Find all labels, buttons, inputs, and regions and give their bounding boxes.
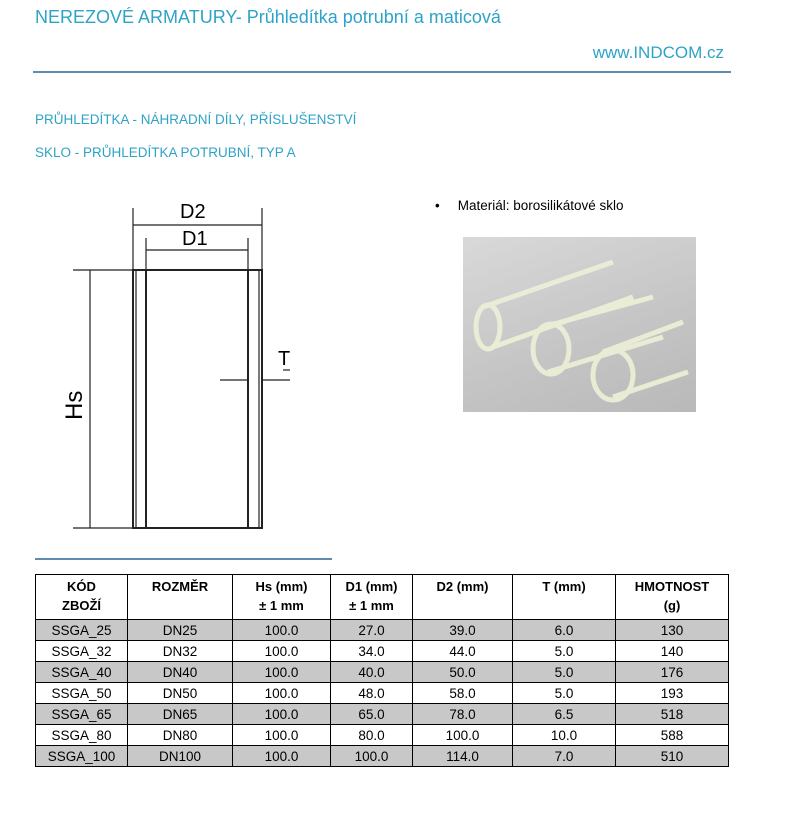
table-cell: SSGA_32 (36, 641, 128, 662)
material-bullet (435, 198, 624, 213)
table-cell: 5.0 (513, 662, 616, 683)
column-header (331, 575, 413, 620)
column-header-line: (g) (663, 598, 681, 613)
product-table (35, 574, 729, 767)
table-cell: 193 (616, 683, 729, 704)
website-url[interactable]: www.INDCOM.cz (592, 43, 724, 62)
technical-drawing (40, 190, 320, 540)
table-cell: SSGA_25 (36, 620, 128, 641)
table-cell: 65.0 (331, 704, 413, 725)
table-cell: 100.0 (233, 704, 331, 725)
column-header-line: ROZMĚR (151, 579, 209, 594)
table-cell: 6.0 (513, 620, 616, 641)
table-row (36, 704, 729, 725)
table-row (36, 683, 729, 704)
table-cell: 176 (616, 662, 729, 683)
table-cell: 130 (616, 620, 729, 641)
table-cell: 100.0 (233, 620, 331, 641)
table-cell: 100.0 (233, 662, 331, 683)
column-header-line: D2 (mm) (436, 579, 489, 594)
table-cell: DN40 (128, 662, 233, 683)
table-cell: 100.0 (233, 683, 331, 704)
table-cell: 100.0 (233, 725, 331, 746)
table-cell: SSGA_65 (36, 704, 128, 725)
table-cell: 58.0 (413, 683, 513, 704)
table-cell: 50.0 (413, 662, 513, 683)
column-header-line: D1 (mm) (345, 579, 398, 594)
column-header (513, 575, 616, 620)
subsection-heading: SKLO - PRŮHLEDÍTKA POTRUBNÍ, TYP A (35, 145, 296, 160)
table-cell: 100.0 (331, 746, 413, 767)
table-cell: DN80 (128, 725, 233, 746)
table-cell: 78.0 (413, 704, 513, 725)
table-cell: 48.0 (331, 683, 413, 704)
table-cell: 7.0 (513, 746, 616, 767)
table-cell: DN50 (128, 683, 233, 704)
table-cell: SSGA_50 (36, 683, 128, 704)
table-row (36, 662, 729, 683)
table-cell: SSGA_80 (36, 725, 128, 746)
column-header-line: Hs (mm) (255, 579, 308, 594)
d2-label: D2 (180, 201, 206, 223)
table-cell: DN100 (128, 746, 233, 767)
document-title: NEREZOVÉ ARMATURY- Průhledítka potrubní a maticová (35, 7, 501, 27)
table-cell: 34.0 (331, 641, 413, 662)
header-divider (33, 71, 731, 73)
material-text: Materiál: borosilikátové sklo (457, 198, 624, 213)
hs-label: Hs (61, 390, 88, 420)
section-heading: PRŮHLEDÍTKA - NÁHRADNÍ DÍLY, PŘÍSLUŠENSTVÍ (35, 112, 357, 127)
d1-label: D1 (182, 228, 208, 250)
column-header-line: ZBOŽÍ (62, 598, 101, 613)
table-cell: 5.0 (513, 683, 616, 704)
column-header (36, 575, 128, 620)
column-header (233, 575, 331, 620)
table-cell: DN32 (128, 641, 233, 662)
table-header-row (36, 575, 729, 620)
table-cell: 100.0 (233, 746, 331, 767)
column-header (616, 575, 729, 620)
table-cell: 6.5 (513, 704, 616, 725)
table-cell: DN65 (128, 704, 233, 725)
table-cell: 5.0 (513, 641, 616, 662)
column-header-line: T (mm) (542, 579, 586, 594)
table-row (36, 746, 729, 767)
t-label: T (278, 348, 291, 370)
bullet-icon: • (435, 198, 440, 213)
table-cell: 10.0 (513, 725, 616, 746)
table-divider (35, 558, 332, 560)
table-cell: 114.0 (413, 746, 513, 767)
table-cell: SSGA_40 (36, 662, 128, 683)
table-cell: SSGA_100 (36, 746, 128, 767)
table-row (36, 620, 729, 641)
column-header (128, 575, 233, 620)
table-cell: 27.0 (331, 620, 413, 641)
table-cell: DN25 (128, 620, 233, 641)
table-row (36, 725, 729, 746)
table-cell: 518 (616, 704, 729, 725)
column-header-line: KÓD (67, 579, 96, 594)
column-header-line: ± 1 mm (349, 598, 394, 613)
table-cell: 100.0 (413, 725, 513, 746)
column-header-line: HMOTNOST (634, 579, 710, 594)
glass-tubes-photo (463, 237, 696, 412)
table-cell: 510 (616, 746, 729, 767)
table-cell: 140 (616, 641, 729, 662)
table-cell: 80.0 (331, 725, 413, 746)
table-cell: 588 (616, 725, 729, 746)
column-header (413, 575, 513, 620)
column-header-line: ± 1 mm (259, 598, 304, 613)
table-cell: 39.0 (413, 620, 513, 641)
table-cell: 44.0 (413, 641, 513, 662)
table-row (36, 641, 729, 662)
table-cell: 40.0 (331, 662, 413, 683)
table-cell: 100.0 (233, 641, 331, 662)
